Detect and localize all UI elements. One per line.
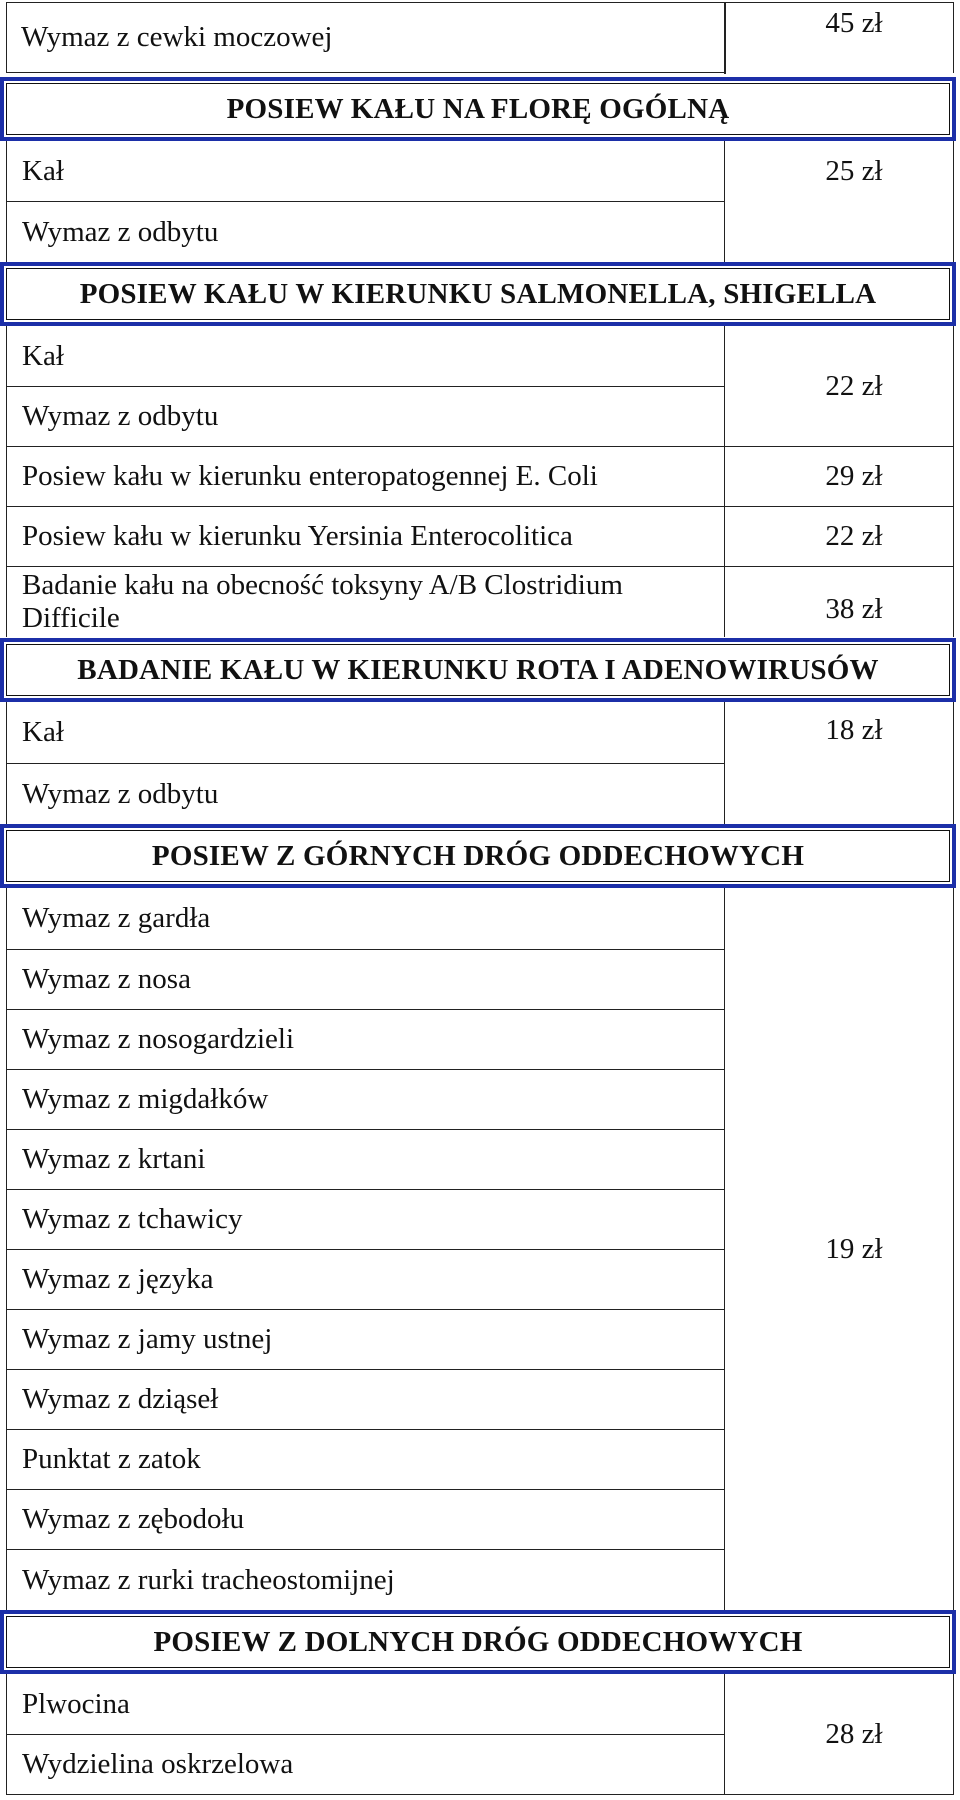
- table-row: Posiew kału w kierunku enteropatogennej E. Coli: [6, 447, 724, 507]
- list-item: Wymaz z odbytu: [6, 764, 724, 824]
- row-price: 22 zł: [724, 507, 954, 567]
- section-header: POSIEW KAŁU NA FLORĘ OGÓLNĄ: [0, 77, 956, 141]
- divider: [724, 2, 726, 74]
- list-item: Wymaz z nosa: [6, 950, 724, 1010]
- list-item: Wymaz z odbytu: [6, 202, 724, 262]
- list-item: Wymaz z zębodołu: [6, 1490, 724, 1550]
- list-item: Kał: [6, 326, 724, 387]
- row-price: 29 zł: [724, 447, 954, 507]
- row-price: 38 zł: [724, 567, 954, 637]
- list-item: Plwocina: [6, 1674, 724, 1735]
- list-item: Wymaz z migdałków: [6, 1070, 724, 1130]
- list-item: Wymaz z krtani: [6, 1130, 724, 1190]
- list-item: Wydzielina oskrzelowa: [6, 1735, 724, 1795]
- table-row: Posiew kału w kierunku Yersinia Enterocolitica: [6, 507, 724, 567]
- group-price: 18 zł: [724, 702, 954, 824]
- price-table: [6, 2, 954, 1796]
- section-header: POSIEW Z DOLNYCH DRÓG ODDECHOWYCH: [0, 1610, 956, 1674]
- group-price: 22 zł: [724, 326, 954, 447]
- group-price: 28 zł: [724, 1674, 954, 1795]
- section-header: BADANIE KAŁU W KIERUNKU ROTA I ADENOWIRUSÓW: [0, 638, 956, 702]
- list-item: Wymaz z rurki tracheostomijnej: [6, 1550, 724, 1610]
- list-item: Kał: [6, 141, 724, 202]
- list-item: Punktat z zatok: [6, 1430, 724, 1490]
- row-label: Wymaz z cewki moczowej: [21, 20, 333, 53]
- list-item: Wymaz z języka: [6, 1250, 724, 1310]
- list-item: Wymaz z odbytu: [6, 387, 724, 447]
- row-price: 45 zł: [724, 2, 954, 73]
- group-price: 25 zł: [724, 141, 954, 262]
- list-item: Kał: [6, 702, 724, 764]
- table-row: Badanie kału na obecność toksyny A/B Clostridium Difficile: [6, 567, 724, 637]
- list-item: Wymaz z dziąseł: [6, 1370, 724, 1430]
- section-header: POSIEW KAŁU W KIERUNKU SALMONELLA, SHIGELLA: [0, 262, 956, 326]
- cell-border: [6, 2, 724, 73]
- list-item: Wymaz z tchawicy: [6, 1190, 724, 1250]
- section-header: POSIEW Z GÓRNYCH DRÓG ODDECHOWYCH: [0, 824, 956, 888]
- list-item: Wymaz z nosogardzieli: [6, 1010, 724, 1070]
- group-price: 19 zł: [724, 888, 954, 1610]
- list-item: Wymaz z jamy ustnej: [6, 1310, 724, 1370]
- list-item: Wymaz z gardła: [6, 888, 724, 950]
